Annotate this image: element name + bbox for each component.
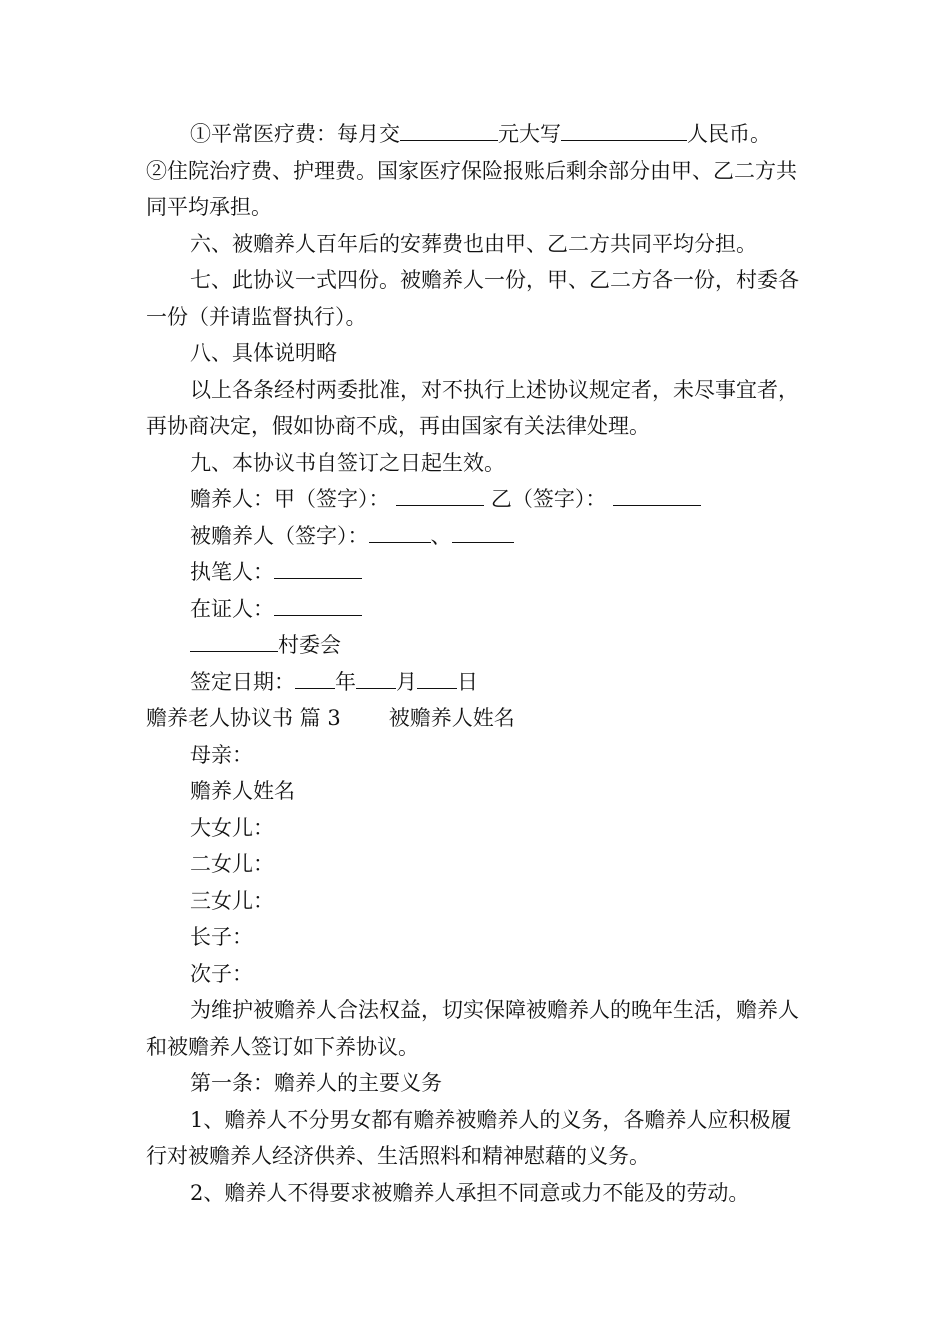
- son-1-line: 长子：: [190, 925, 253, 949]
- supporter-signature-line: [146, 481, 806, 518]
- copies-paragraph: 七、此协议一式四份。被赡养人一份，甲、乙二方各一份，村委各一份（并请监督执行）。: [146, 268, 799, 329]
- supported-signature-blank-1: [369, 520, 431, 543]
- daughter-2-line: 二女儿：: [190, 852, 274, 876]
- month-blank: [356, 666, 396, 689]
- supported-signature-blank-2: [452, 520, 514, 543]
- committee-blank: [190, 629, 278, 652]
- committee-line: [146, 627, 806, 664]
- witness-line: [146, 591, 806, 628]
- supporters-heading: 赡养人姓名: [190, 779, 295, 803]
- date-label: 签定日期：: [190, 669, 295, 694]
- approval-paragraph: 以上各条经村两委批准，对不执行上述协议规定者，未尽事宜者，再协商决定，假如协商不成，再由国家有关法律处理。: [146, 377, 799, 438]
- amount-upper-blank: [561, 118, 687, 141]
- writer-line: [146, 554, 806, 591]
- day-label: 日: [457, 669, 478, 694]
- funeral-fee-paragraph: 六、被赡养人百年后的安葬费也由甲、乙二方共同平均分担。: [190, 231, 757, 256]
- committee-label: 村委会: [278, 633, 341, 657]
- year-blank: [295, 666, 335, 689]
- writer-blank: [274, 556, 362, 579]
- medical-fee-line: [146, 116, 806, 153]
- supported-signature-label: 被赡养人（签字）：: [190, 523, 369, 548]
- document-body: [146, 116, 806, 1211]
- article-1-item-1: 1、赡养人不分男女都有赡养被赡养人的义务，各赡养人应积极履行对被赡养人经济供养、生活照料和精神慰藉的义务。: [146, 1107, 792, 1168]
- details-paragraph: 八、具体说明略: [190, 341, 337, 365]
- son-2-line: 次子：: [190, 961, 253, 986]
- party-a-signature-blank: [396, 483, 484, 506]
- section-3-heading: [146, 700, 806, 737]
- witness-label: 在证人：: [190, 596, 274, 621]
- daughter-3-line: 三女儿：: [190, 888, 274, 913]
- article-1-item-2: 2、赡养人不得要求被赡养人承担不同意或力不能及的劳动。: [190, 1180, 750, 1205]
- intro-paragraph: 为维护被赡养人合法权益，切实保障被赡养人的晚年生活，赡养人和被赡养人签订如下养协议。: [146, 998, 799, 1059]
- section-3-subtitle: 被赡养人姓名: [388, 706, 515, 730]
- writer-label: 执笔人：: [190, 560, 274, 584]
- medical-fee-text: ①平常医疗费：每月交: [190, 122, 400, 146]
- currency-label: 人民币。: [687, 122, 771, 146]
- year-label: 年: [335, 669, 356, 694]
- article-1-heading: 第一条：赡养人的主要义务: [190, 1071, 442, 1095]
- hospital-fee-paragraph: ②住院治疗费、护理费。国家医疗保险报账后剩余部分由甲、乙二方共同平均承担。: [146, 158, 797, 219]
- party-b-signature-label: 乙（签字）：: [490, 487, 607, 511]
- mother-line: 母亲：: [190, 742, 253, 767]
- party-a-signature-label: 赡养人：甲（签字）：: [190, 487, 390, 511]
- amount-blank: [400, 118, 498, 141]
- witness-blank: [274, 593, 362, 616]
- section-3-title: 赡养老人协议书 篇 3: [146, 706, 341, 730]
- daughter-1-line: 大女儿：: [190, 815, 274, 840]
- amount-upper-label: 元大写: [498, 122, 561, 146]
- effective-paragraph: 九、本协议书自签订之日起生效。: [190, 450, 505, 475]
- party-b-signature-blank: [613, 483, 701, 506]
- month-label: 月: [396, 669, 417, 694]
- day-blank: [417, 666, 457, 689]
- signature-separator: 、: [430, 523, 452, 548]
- supported-signature-line: [146, 518, 806, 555]
- date-line: [146, 664, 806, 701]
